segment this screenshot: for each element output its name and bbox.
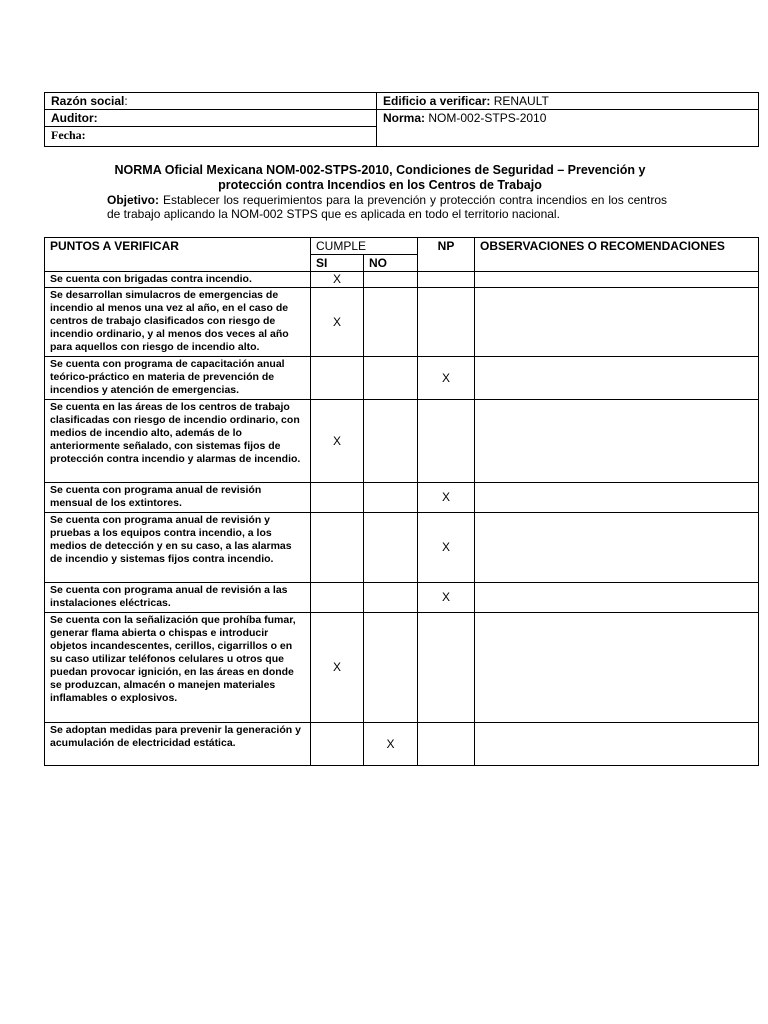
row-no-mark bbox=[364, 272, 418, 288]
row-point-text: Se desarrollan simulacros de emergencias de incendio al menos una vez al año, en el caso de centros de trabajo clasificados con riesgo de incendio ordinario, y al menos dos veces al año para aquellos con riesgo de incendio alto. bbox=[45, 288, 311, 357]
row-point-text: Se cuenta con la señalización que prohíba fumar, generar flama abierta o chispas e introducir objetos incandescentes, cerillos, cigarrillos o en su caso utilizar teléfonos celulares u otros que puedan provocar ignición, en las áreas en donde se produzcan, almacén o manejen materiales inflamables o explosivos. bbox=[45, 613, 311, 723]
row-np-mark: X bbox=[418, 513, 475, 583]
norma-value: NOM-002-STPS-2010 bbox=[425, 111, 547, 125]
checklist-table bbox=[44, 237, 759, 766]
objective-label: Objetivo: bbox=[107, 193, 160, 207]
row-point-text: Se adoptan medidas para prevenir la generación y acumulación de electricidad estática. bbox=[45, 723, 311, 766]
edificio-cell bbox=[377, 93, 759, 110]
col-header-points: PUNTOS A VERIFICAR bbox=[45, 238, 311, 272]
edificio-value: RENAULT bbox=[490, 94, 549, 108]
norma-label: Norma: bbox=[383, 111, 426, 125]
objective-text: Establecer los requerimientos para la prevención y protección contra incendios en los centros de trabajo aplicando la NOM-002 STPS que es aplicada en todo el territorio nacional. bbox=[107, 193, 667, 221]
row-observation-cell bbox=[475, 483, 759, 513]
row-observation-cell bbox=[475, 513, 759, 583]
row-observation-cell bbox=[475, 613, 759, 723]
col-header-no: NO bbox=[364, 255, 418, 272]
objective-paragraph bbox=[107, 193, 667, 221]
row-point-text: Se cuenta con programa anual de revisión mensual de los extintores. bbox=[45, 483, 311, 513]
table-row bbox=[45, 272, 759, 288]
fecha-label: Fecha: bbox=[51, 128, 86, 142]
col-header-observations: OBSERVACIONES O RECOMENDACIONES bbox=[475, 238, 759, 272]
row-si-mark bbox=[311, 357, 364, 400]
row-observation-cell bbox=[475, 583, 759, 613]
checklist-body bbox=[45, 272, 759, 766]
row-point-text: Se cuenta con programa de capacitación anual teórico-práctico en materia de prevención de incendios y atención de emergencias. bbox=[45, 357, 311, 400]
row-np-mark: X bbox=[418, 357, 475, 400]
title-line-1: NORMA Oficial Mexicana NOM-002-STPS-2010, Condiciones de Seguridad – Prevención y bbox=[114, 163, 646, 177]
row-no-mark bbox=[364, 613, 418, 723]
table-row bbox=[45, 400, 759, 483]
row-np-mark bbox=[418, 723, 475, 766]
row-si-mark bbox=[311, 483, 364, 513]
row-no-mark bbox=[364, 513, 418, 583]
table-row bbox=[45, 613, 759, 723]
row-si-mark: X bbox=[311, 272, 364, 288]
razon-social-colon: : bbox=[124, 94, 128, 108]
row-si-mark: X bbox=[311, 613, 364, 723]
col-header-si: SI bbox=[311, 255, 364, 272]
row-si-mark bbox=[311, 723, 364, 766]
table-row bbox=[45, 483, 759, 513]
document-title bbox=[90, 163, 670, 193]
row-si-mark: X bbox=[311, 400, 364, 483]
row-observation-cell bbox=[475, 723, 759, 766]
col-header-cumple: CUMPLE bbox=[311, 238, 418, 255]
fecha-cell bbox=[45, 127, 377, 147]
row-observation-cell bbox=[475, 400, 759, 483]
row-point-text: Se cuenta en las áreas de los centros de trabajo clasificadas con riesgo de incendio ordinario, con medios de incendio alto, además de lo anteriormente señalado, con sistemas fijos de protección contra incendio y alarmas de incendio. bbox=[45, 400, 311, 483]
row-si-mark bbox=[311, 513, 364, 583]
row-si-mark: X bbox=[311, 288, 364, 357]
row-observation-cell bbox=[475, 288, 759, 357]
table-row bbox=[45, 513, 759, 583]
row-np-mark bbox=[418, 288, 475, 357]
row-np-mark: X bbox=[418, 483, 475, 513]
row-no-mark bbox=[364, 483, 418, 513]
header-row-1 bbox=[45, 93, 759, 110]
table-row bbox=[45, 357, 759, 400]
table-header-row bbox=[45, 238, 759, 255]
row-np-mark bbox=[418, 400, 475, 483]
row-point-text: Se cuenta con programa anual de revisión a las instalaciones eléctricas. bbox=[45, 583, 311, 613]
row-no-mark bbox=[364, 400, 418, 483]
row-np-mark bbox=[418, 272, 475, 288]
row-observation-cell bbox=[475, 357, 759, 400]
col-header-np: NP bbox=[418, 238, 475, 272]
row-point-text: Se cuenta con programa anual de revisión y pruebas a los equipos contra incendio, a los medios de detección y en su caso, a las alarmas de incendio y sistemas fijos contra incendio. bbox=[45, 513, 311, 583]
row-point-text: Se cuenta con brigadas contra incendio. bbox=[45, 272, 311, 288]
header-row-2 bbox=[45, 110, 759, 127]
title-line-2: protección contra Incendios en los Centros de Trabajo bbox=[218, 178, 542, 192]
row-no-mark: X bbox=[364, 723, 418, 766]
row-no-mark bbox=[364, 583, 418, 613]
norma-cell bbox=[377, 110, 759, 147]
table-row bbox=[45, 723, 759, 766]
edificio-label: Edificio a verificar: bbox=[383, 94, 491, 108]
row-no-mark bbox=[364, 357, 418, 400]
row-np-mark bbox=[418, 613, 475, 723]
auditor-cell bbox=[45, 110, 377, 127]
table-row bbox=[45, 583, 759, 613]
header-table bbox=[44, 92, 759, 147]
row-si-mark bbox=[311, 583, 364, 613]
row-observation-cell bbox=[475, 272, 759, 288]
razon-social-label: Razón social bbox=[51, 94, 125, 108]
razon-social-cell bbox=[45, 93, 377, 110]
row-np-mark: X bbox=[418, 583, 475, 613]
table-row bbox=[45, 288, 759, 357]
row-no-mark bbox=[364, 288, 418, 357]
auditor-label: Auditor: bbox=[51, 111, 98, 125]
